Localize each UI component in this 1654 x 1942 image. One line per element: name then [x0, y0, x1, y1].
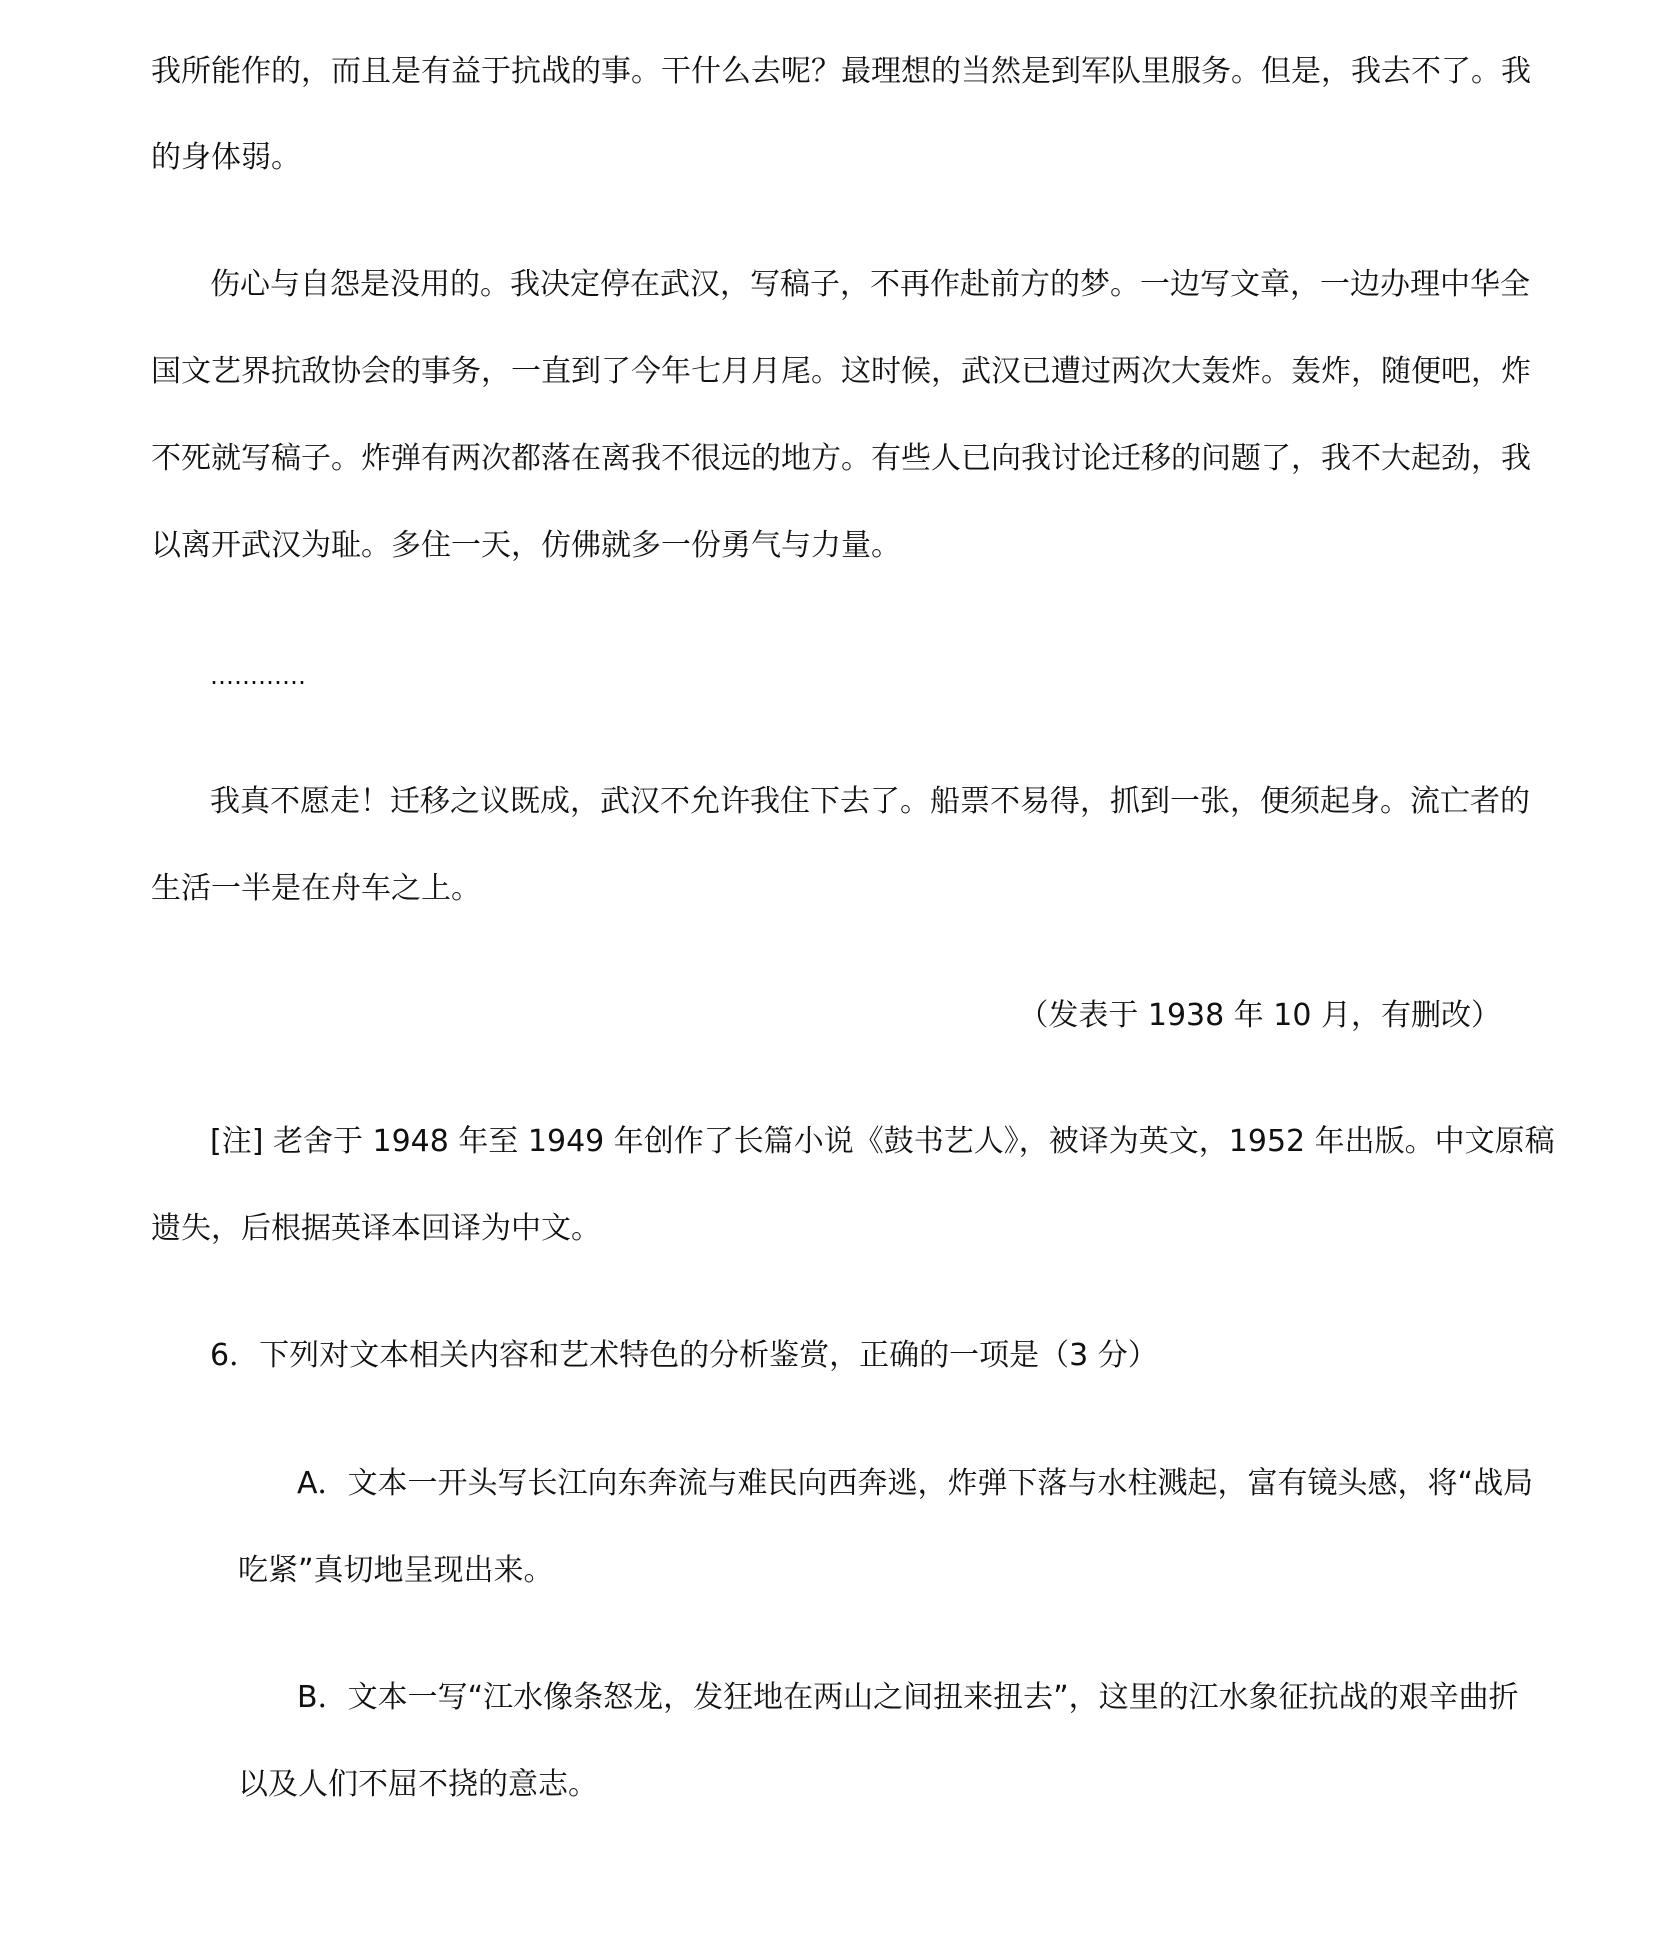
question-6-stem: 6．下列对文本相关内容和艺术特色的分析鉴赏，正确的一项是（3 分） [210, 1338, 1158, 1373]
paragraph-2-line-1: 伤心与自怨是没用的。我决定停在武汉，写稿子，不再作赴前方的梦。一边写文章，一边办理中华全 [210, 267, 1530, 302]
footnote-line-1: [注] 老舍于 1948 年至 1949 年创作了长篇小说《鼓书艺人》，被译为英文，1952 年出版。中文原稿 [210, 1124, 1555, 1159]
paragraph-2-line-3: 不死就写稿子。炸弹有两次都落在离我不很远的地方。有些人已向我讨论迁移的问题了，我不大起劲，我 [151, 441, 1531, 476]
paragraph-2-line-4: 以离开武汉为耻。多住一天，仿佛就多一份勇气与力量。 [151, 528, 901, 563]
footnote-line-2: 遗失，后根据英译本回译为中文。 [151, 1211, 601, 1246]
option-a-line-2: 吃紧”真切地呈现出来。 [238, 1553, 554, 1588]
paragraph-3-line-1: 我真不愿走！迁移之议既成，武汉不允许我住下去了。船票不易得，抓到一张，便须起身。流亡者的 [210, 784, 1530, 819]
paragraph-1-line-2: 的身体弱。 [151, 140, 301, 175]
paragraph-2-line-2: 国文艺界抗敌协会的事务，一直到了今年七月月尾。这时候，武汉已遭过两次大轰炸。轰炸，随便吧，炸 [151, 354, 1531, 389]
paragraph-1-line-1: 我所能作的，而且是有益于抗战的事。干什么去呢？最理想的当然是到军队里服务。但是，我去不了。我 [151, 54, 1531, 89]
ellipsis: ………… [210, 662, 306, 690]
paragraph-3-line-2: 生活一半是在舟车之上。 [151, 871, 481, 906]
source-note: （发表于 1938 年 10 月，有删改） [1018, 998, 1501, 1033]
option-b-line-2: 以及人们不屈不挠的意志。 [238, 1767, 598, 1802]
option-a-line-1: A．文本一开头写长江向东奔流与难民向西奔逃，炸弹下落与水柱溅起，富有镜头感，将“战局 [297, 1466, 1534, 1501]
option-b-line-1: B．文本一写“江水像条怒龙，发狂地在两山之间扭来扭去”，这里的江水象征抗战的艰辛曲折 [297, 1680, 1519, 1715]
